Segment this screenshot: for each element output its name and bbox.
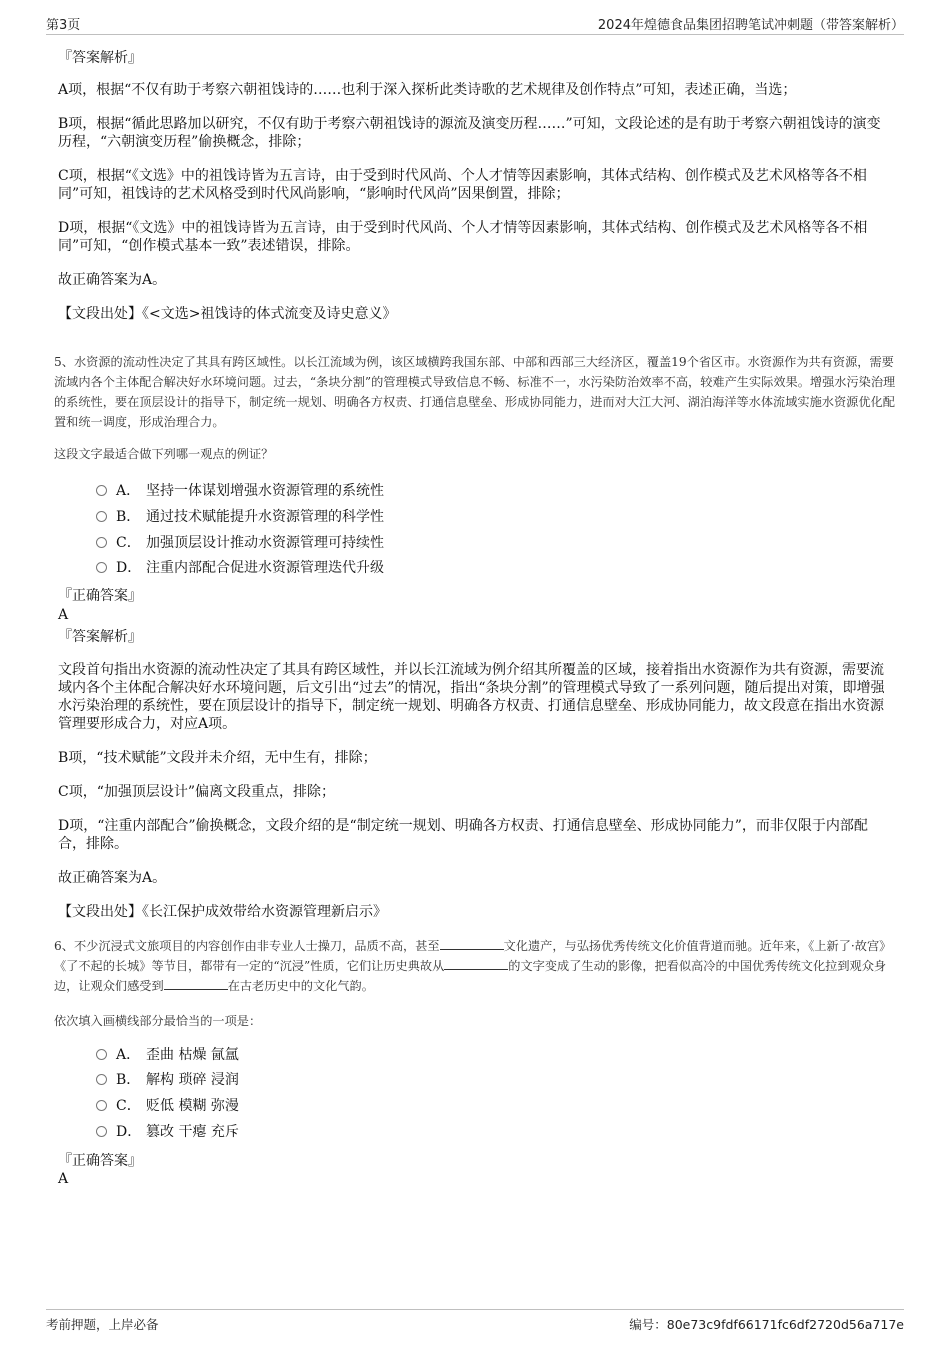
q5-prompt: 这段文字最适合做下列哪一观点的例证？ [54,447,274,461]
q6-option-c[interactable]: C． 贬低 模糊 弥漫 [96,1096,239,1116]
fill-blank-3 [164,977,228,990]
radio-icon[interactable] [96,1074,107,1085]
radio-icon[interactable] [96,1049,107,1060]
fill-blank-2 [444,957,508,970]
radio-icon[interactable] [96,562,107,573]
q5-option-a[interactable]: A． 坚持一体谋划增强水资源管理的系统性 [96,481,384,501]
document-id: 编号：80e73c9fdf66171fc6df2720d56a717e [629,1317,904,1332]
page-number: 第3页 [46,18,81,33]
footer-slogan: 考前押题，上岸必备 [46,1317,159,1332]
q6-stem: 6、不少沉浸式文旅项目的内容创作由非专业人士操刀，品质不高，甚至 文化遗产，与弘扬优秀传统文化价值背道而驰。近年来，《上新了·故宫》《了不起的长城》等节目，都带有一定的“沉浸”性质，它们让历史典故从 的文字变成了生动的影像，把看似高冷的中国优秀传统文化拉到观众身边，让观众们感受到 在古老历史中的文化气韵。 [54,939,892,993]
q4-analysis-label: 『答案解析』 [58,50,142,66]
fill-blank-1 [440,937,504,950]
q5-analysis-label: 『答案解析』 [58,629,142,645]
radio-icon[interactable] [96,537,107,548]
q5-source: 【文段出处】《长江保护成效带给水资源管理新启示》 [58,904,387,920]
q5-answer: A [58,607,69,623]
q6-prompt: 依次填入画横线部分最恰当的一项是： [54,1014,262,1028]
q5-option-c[interactable]: C． 加强顶层设计推动水资源管理可持续性 [96,533,384,553]
q6-answer-label: 『正确答案』 [58,1153,142,1169]
document-title: 2024年煌德食品集团招聘笔试冲刺题（带答案解析） [597,18,904,33]
q5-option-d[interactable]: D． 注重内部配合促进水资源管理迭代升级 [96,558,384,578]
q4-analysis-c: C项，根据“《文选》中的祖饯诗皆为五言诗，由于受到时代风尚、个人才情等因素影响，其体式结构、创作模式及艺术风格等各不相同”可知，祖饯诗的艺术风格受到时代风尚影响，“影响时代风尚”因果倒置，排除； [58,168,867,202]
q6-option-b[interactable]: B． 解构 琐碎 浸润 [96,1070,239,1090]
page-header [46,14,904,35]
radio-icon[interactable] [96,485,107,496]
q5-analysis-main: 文段首句指出水资源的流动性决定了其具有跨区域性，并以长江流域为例介绍其所覆盖的区域，接着指出水资源作为共有资源，需要流域内各个主体配合解决好水环境问题，后文引出“过去”的情况，指出“条块分割”的管理模式导致了一系列问题，随后提出对策，即增强水污染治理的系统性，要在顶层设计的指导下，制定统一规划、明确各方权责、打通信息壁垒、形成协同能力，故文段意在指出水资源管理要形成合力，对应A项。 [58,662,885,732]
q5-conclusion: 故正确答案为A。 [58,870,167,886]
q5-analysis-d: D项，“注重内部配合”偷换概念，文段介绍的是“制定统一规划、明确各方权责、打通信息壁垒、形成协同能力”，而非仅限于内部配合，排除。 [58,818,868,852]
q5-analysis-b: B项，“技术赋能”文段并未介绍，无中生有，排除； [58,750,377,766]
q6-answer: A [58,1171,69,1187]
q6-option-a[interactable]: A． 歪曲 枯燥 氤氲 [96,1045,239,1065]
page-footer [46,1309,904,1337]
q4-analysis-b: B项，根据“循此思路加以研究，不仅有助于考察六朝祖饯诗的源流及演变历程……”可知，文段论述的是有助于考察六朝祖饯诗的演变历程，“六朝演变历程”偷换概念，排除； [58,116,881,150]
radio-icon[interactable] [96,511,107,522]
q4-conclusion: 故正确答案为A。 [58,272,167,288]
q4-analysis-a: A项，根据“不仅有助于考察六朝祖饯诗的……也利于深入探析此类诗歌的艺术规律及创作特点”可知，表述正确，当选； [58,82,797,98]
radio-icon[interactable] [96,1126,107,1137]
q5-answer-label: 『正确答案』 [58,588,142,604]
q5-stem: 5、水资源的流动性决定了其具有跨区域性。以长江流域为例，该区域横跨我国东部、中部和西部三大经济区，覆盖19个省区市。水资源作为共有资源，需要流域内各个主体配合解决好水环境问题。过去，“条块分割”的管理模式导致信息不畅、标准不一，水污染防治效率不高，较难产生实际效果。增强水污染治理的系统性，要在顶层设计的指导下，制定统一规划、明确各方权责、打通信息壁垒、形成协同能力，进而对大江大河、湖泊海洋等水体流域实施水资源优化配置和统一调度，形成治理合力。 [54,355,896,429]
q6-option-d[interactable]: D． 篡改 干瘪 充斥 [96,1122,239,1142]
q4-analysis-d: D项，根据“《文选》中的祖饯诗皆为五言诗，由于受到时代风尚、个人才情等因素影响，其体式结构、创作模式及艺术风格等各不相同”可知，“创作模式基本一致”表述错误，排除。 [58,220,868,254]
q5-analysis-c: C项，“加强顶层设计”偏离文段重点，排除； [58,784,336,800]
radio-icon[interactable] [96,1100,107,1111]
q4-source: 【文段出处】《<文选>祖饯诗的体式流变及诗史意义》 [58,306,397,322]
q5-option-b[interactable]: B． 通过技术赋能提升水资源管理的科学性 [96,507,384,527]
